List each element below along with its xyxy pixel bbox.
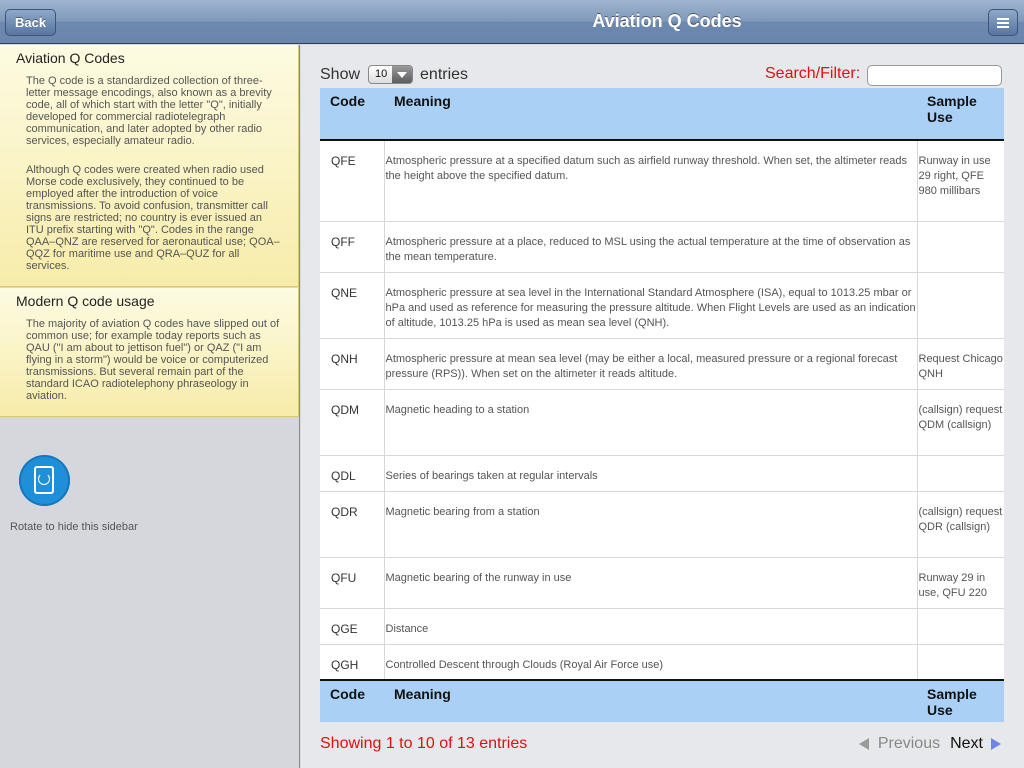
table-row[interactable] [320, 221, 1004, 272]
next-label: Next [950, 735, 983, 752]
cell-meaning: Series of bearings taken at regular intervals [384, 455, 917, 491]
cell-meaning: Magnetic bearing of the runway in use [384, 557, 917, 608]
entries-label: entries [420, 65, 469, 83]
column-footer-code[interactable]: Code [320, 680, 384, 722]
cell-code: QDR [320, 491, 384, 557]
cell-sample [917, 455, 1004, 491]
sidebar [0, 45, 300, 768]
cell-meaning: Controlled Descent through Clouds (Royal Air Force use) [384, 644, 917, 680]
menu-icon [997, 18, 1009, 20]
table-row[interactable] [320, 557, 1004, 608]
next-arrow-icon [991, 738, 1001, 750]
cell-meaning: Atmospheric pressure at a place, reduced to MSL using the actual temperature at the time of observation as the mean temperature. [384, 221, 917, 272]
page-size-value: 10 [375, 68, 388, 80]
rotate-hint: Rotate to hide this sidebar [10, 521, 138, 533]
sidebar-paragraph: The Q code is a standardized collection of three-letter message encodings, also known as a brevity code, all of which start with the letter "Q", initially developed for commercial radiotelegraph communication, and later adopted by other radio services, especially amateur radio. [26, 75, 272, 147]
sidebar-section-heading: Aviation Q Codes [16, 50, 125, 66]
top-navigation-bar [0, 0, 1024, 44]
previous-button[interactable] [859, 735, 940, 753]
cell-sample: (callsign) request QDM (callsign) [917, 389, 1004, 455]
column-footer-meaning[interactable]: Meaning [384, 680, 917, 722]
sidebar-section-heading: Modern Q code usage [16, 293, 155, 309]
cell-meaning: Magnetic heading to a station [384, 389, 917, 455]
cell-meaning: Magnetic bearing from a station [384, 491, 917, 557]
table-row[interactable] [320, 491, 1004, 557]
page-size-select[interactable] [368, 65, 413, 84]
cell-sample [917, 272, 1004, 338]
sidebar-section-modern-usage [0, 287, 299, 417]
rotate-device-icon[interactable] [19, 455, 70, 506]
cell-sample [917, 608, 1004, 644]
q-codes-table [320, 88, 1004, 722]
column-footer-sample-use[interactable]: Sample Use [917, 680, 1004, 722]
rotate-arrow-icon [38, 473, 50, 485]
table-row[interactable] [320, 455, 1004, 491]
dropdown-arrow-icon [392, 66, 412, 83]
table-header-row [320, 88, 1004, 140]
table-row[interactable] [320, 338, 1004, 389]
cell-meaning: Atmospheric pressure at mean sea level (may be either a local, measured pressure or a regional forecast pressure (RPS)). When set on the altimeter it reads altitude. [384, 338, 917, 389]
main-content [301, 45, 1024, 768]
table-row[interactable] [320, 608, 1004, 644]
sidebar-paragraph: The majority of aviation Q codes have slipped out of common use; for example today reports such as QAU ("I am about to jettison fuel") or QAZ ("I am flying in a storm") would be voice or computerized transmissions. But several remain part of the standard ICAO radiotelephony phraseology in aviation. [26, 318, 280, 402]
cell-meaning: Distance [384, 608, 917, 644]
column-header-meaning[interactable]: Meaning [384, 88, 917, 140]
cell-sample: (callsign) request QDR (callsign) [917, 491, 1004, 557]
cell-code: QFE [320, 140, 384, 221]
sidebar-section-aviation-q-codes [0, 45, 299, 287]
menu-button[interactable] [988, 9, 1018, 36]
page-title: Aviation Q Codes [592, 11, 742, 31]
column-header-sample-use[interactable]: Sample Use [917, 88, 1004, 140]
next-button[interactable] [950, 735, 1001, 753]
pagination [859, 735, 1001, 753]
show-label: Show [320, 65, 361, 83]
cell-sample: Request Chicago QNH [917, 338, 1004, 389]
cell-code: QFU [320, 557, 384, 608]
cell-code: QDL [320, 455, 384, 491]
table-row[interactable] [320, 140, 1004, 221]
cell-sample: Runway 29 in use, QFU 220 [917, 557, 1004, 608]
cell-code: QNE [320, 272, 384, 338]
search-label: Search/Filter: [765, 65, 861, 82]
cell-code: QNH [320, 338, 384, 389]
column-header-code[interactable]: Code [320, 88, 384, 140]
cell-code: QDM [320, 389, 384, 455]
cell-sample [917, 221, 1004, 272]
cell-sample: Runway in use 29 right, QFE 980 millibars [917, 140, 1004, 221]
table-row[interactable] [320, 389, 1004, 455]
table-footer-row [320, 680, 1004, 722]
cell-meaning: Atmospheric pressure at a specified datum such as airfield runway threshold. When set, the altimeter reads the height above the specified datum. [384, 140, 917, 221]
previous-label: Previous [877, 735, 941, 752]
cell-code: QGH [320, 644, 384, 680]
search-input[interactable] [867, 65, 1002, 86]
menu-icon-line [997, 26, 1009, 28]
back-button[interactable]: Back [5, 9, 56, 36]
cell-meaning: Atmospheric pressure at sea level in the International Standard Atmosphere (ISA), equal to 1013.25 mbar or hPa and used as reference for measuring the pressure altitude. When Flight Levels are used as an indication of altitude, 1013.25 hPa is used as mean sea level (QNH). [384, 272, 917, 338]
page-size-control [320, 65, 468, 84]
cell-code: QGE [320, 608, 384, 644]
table-row[interactable] [320, 644, 1004, 680]
sidebar-paragraph: Although Q codes were created when radio used Morse code exclusively, they continued to be employed after the introduction of voice transmissions. To avoid confusion, transmitter call signs are restricted; no country is ever issued an ITU prefix starting with "Q". Codes in the range QAA–QNZ are reserved for aeronautical use; QOA–QQZ for maritime use and QRA–QUZ for all services. [26, 164, 280, 272]
previous-arrow-icon [859, 738, 869, 750]
table-row[interactable] [320, 272, 1004, 338]
cell-code: QFF [320, 221, 384, 272]
cell-sample [917, 644, 1004, 680]
menu-icon-line [997, 22, 1009, 24]
table-info: Showing 1 to 10 of 13 entries [320, 735, 528, 752]
